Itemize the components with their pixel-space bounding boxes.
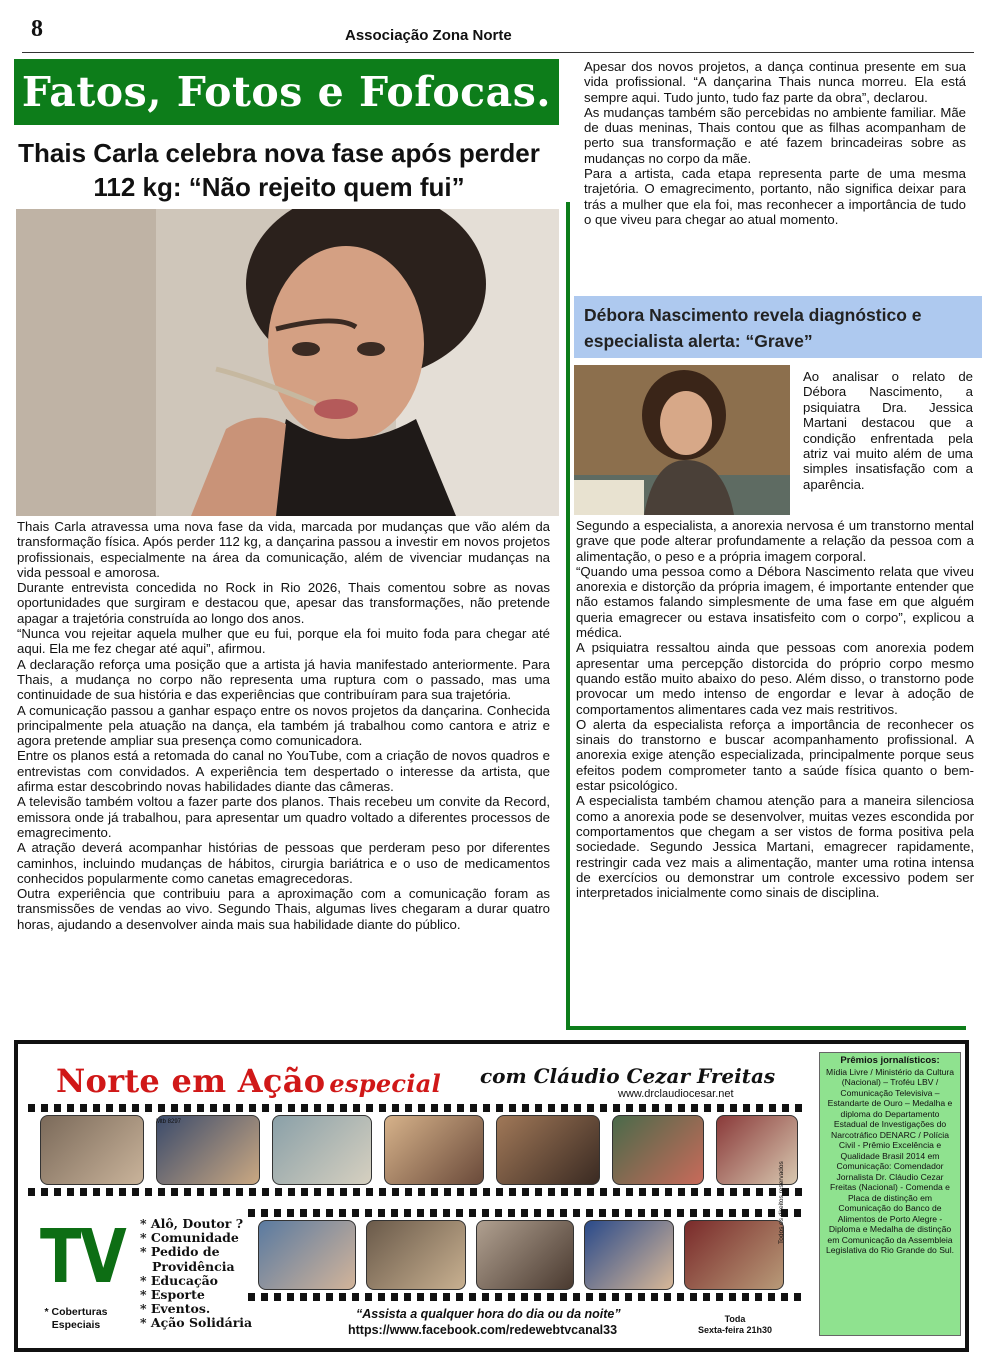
ad-watch-info — [348, 1306, 621, 1338]
publication-title: Associação Zona Norte — [345, 27, 512, 44]
ad-website-url[interactable]: www.drclaudiocesar.net — [618, 1088, 734, 1100]
photo-film-strip-bottom — [248, 1209, 804, 1301]
photo-film-strip-top — [28, 1104, 804, 1196]
section-banner: Fatos, Fotos e Fofocas. — [14, 59, 559, 125]
film-photo — [684, 1220, 784, 1290]
film-photo — [584, 1220, 674, 1290]
film-perforation — [28, 1104, 804, 1112]
film-perforation — [248, 1209, 804, 1217]
film-photo — [272, 1115, 372, 1185]
article-paragraph: Segundo a especialista, a anorexia nervosa é um transtorno mental grave que pode alterar profundamente a relação da pessoa com a alimentação, o peso e a própria imagem corporal. — [576, 518, 974, 564]
awards-title: Prêmios jornalísticos: — [840, 1055, 940, 1066]
page-number: 8 — [31, 16, 43, 42]
list-item: * Eventos. — [140, 1302, 252, 1316]
list-item: * Ação Solidária — [140, 1316, 252, 1330]
side-article-photo — [574, 365, 790, 515]
ad-schedule — [698, 1314, 772, 1336]
article-paragraph: A comunicação passou a ganhar espaço entre os novos projetos da dançarina. Conhecida principalmente pela atuação na dança, ela também já trabalhou como cantora e atriz e agora pretende ampliar sua presença como comunicadora. — [17, 702, 550, 749]
film-photo — [258, 1220, 356, 1290]
column-divider-horizontal — [566, 1026, 966, 1030]
ad-watch-quote: “Assista a qualquer hora do dia ou da noite” — [356, 1307, 621, 1321]
film-photo — [156, 1115, 260, 1185]
article-paragraph: Durante entrevista concedida no Rock in Rio 2026, Thais comentou sobre as novas oportunidades que surgiram e destacou que, apesar das transformações, não pretende apagar a trajetória construída ao longo dos anos. — [17, 580, 550, 626]
film-perforation — [248, 1293, 804, 1301]
article-paragraph: A especialista também chamou atenção para a maneira silenciosa como a anorexia pode se desenvolver, muitas vezes escondida por comportamentos que chegam a ser vistos de forma positiva pela sociedade. Segundo Jessica Martani, emagrecer rapidamente, restringir cada vez mais a alimentação, manter uma rotina intensa de exercícios ou demonstrar um controle excessivo podem ser interpretados inicialmente como sinais de disciplina. — [576, 793, 974, 901]
film-photo — [476, 1220, 574, 1290]
side-article-intro: Ao analisar o relato de Débora Nascimento, a psiquiatra Dra. Jessica Martani destacou que a condição enfrentada pela atriz vai muito além de uma simples insatisfação com a aparência. — [803, 369, 973, 492]
awards-text: Mídia Livre / Ministério da Cultura (Nacional) – Troféu LBV / Comunicação Televisiva – Estandarte de Ouro – Medalha e diploma do Departamento Estadual de Investigações do Narcotráfico DENARC / Polícia Civil - Prêmio Excelência e Qualidade Brasil 2014 em Comunicação: Comendador Jornalista Dr. Cláudio Cezar Freitas (Nacional) - Comenda e Placa de distinção em Comunicação do Banco de Alimentos de Porto Alegre - Diploma e Medalha de distinção em Comunicação da Assembleia Legislativa do Rio Grande do Sul. — [825, 1066, 955, 1255]
list-item-continuation: Providência — [152, 1258, 235, 1274]
list-item: * Educação — [140, 1274, 252, 1288]
main-article-headline: Thais Carla celebra nova fase após perder 112 kg: “Não rejeito quem fui” — [18, 138, 540, 202]
header-divider — [22, 52, 974, 53]
ad-tv-logo: TV — [40, 1214, 126, 1300]
ad-coverage-note: * Coberturas Especiais — [44, 1306, 108, 1331]
ad-rights-notice: Todos os direitos reservados — [778, 1161, 785, 1244]
film-perforation — [28, 1188, 804, 1196]
side-article-headline: Débora Nascimento revela diagnóstico e especialista alerta: “Grave” — [574, 296, 982, 358]
film-photo — [716, 1115, 798, 1185]
article-paragraph: A atração deverá acompanhar histórias de pessoas que perderam peso por diferentes caminhos, incluindo mudanças de hábitos, cirurgia bariátrica e o uso de medicamentos conhecidos popularmente como canetas emagrecedoras. — [17, 840, 550, 886]
woman-portrait-illustration — [16, 209, 559, 516]
list-item: * Esporte — [140, 1288, 252, 1302]
article-paragraph: “Nunca vou rejeitar aquela mulher que eu fui, porque ela foi muito foda para chegar até aqui. Ela me fez chegar até aqui”, afirmou. — [17, 626, 550, 657]
main-article-body — [17, 519, 550, 932]
list-item — [140, 1245, 252, 1273]
list-item-text: Pedido de — [150, 1244, 220, 1260]
list-item: * Comunidade — [140, 1231, 252, 1245]
film-photo — [496, 1115, 600, 1185]
ad-mtb-label: Mtb 8297 — [156, 1119, 182, 1125]
ad-program-title — [56, 1062, 441, 1100]
film-photo — [366, 1220, 466, 1290]
article-paragraph: A televisão também voltou a fazer parte dos planos. Thais recebeu um convite da Record, emissora onde já trabalhou, para apresentar um quadro voltado a diferentes processos de emagrecimento. — [17, 794, 550, 840]
film-photo — [40, 1115, 144, 1185]
ad-schedule-day: Toda — [724, 1314, 746, 1324]
article-paragraph: Outra experiência que contribuiu para a aproximação com a comunicação foram as transmissões de vendas ao vivo. Segundo Thais, algumas lives chegaram a durar quatro horas, ajudando a desenvolver ainda mais sua habilidade diante do público. — [17, 886, 550, 932]
article-paragraph: A declaração reforça uma posição que a artista já havia manifestado anteriormente. Para Thais, a mudança no corpo não representa uma ruptura com o passado, mas uma continuidade de sua história e das experiências que contribuíram para sua trajetória. — [17, 656, 550, 703]
ad-schedule-time: Sexta-feira 21h30 — [698, 1325, 773, 1335]
article-paragraph: Apesar dos novos projetos, a dança continua presente em sua vida profissional. “A dançarina Thais nunca morreu. Ela está sempre aqui. Tudo junto, tudo faz parte da obra”, declarou. — [584, 59, 966, 105]
article-paragraph: Para a artista, cada etapa representa parte de uma mesma trajetória. O emagrecimento, portanto, não significa deixar para trás a mulher que ela foi, mas reconhecer a importância de tudo o que viveu para chegar ao atual momento. — [584, 166, 966, 227]
ad-facebook-link[interactable]: https://www.facebook.com/redewebtvcanal33 — [348, 1323, 618, 1337]
article-paragraph: As mudanças também são percebidas no ambiente familiar. Mãe de duas meninas, Thais contou que as filhas acompanham de perto sua transformação e até fazem brincadeiras sobre as mudanças no corpo da mãe. — [584, 104, 966, 166]
ad-host-name: com Cláudio Cezar Freitas — [480, 1064, 776, 1088]
main-article-photo — [16, 209, 559, 516]
film-photo — [612, 1115, 704, 1185]
ad-title-special: especial — [329, 1069, 442, 1098]
film-photo — [384, 1115, 484, 1185]
article-paragraph: Thais Carla atravessa uma nova fase da vida, marcada por mudanças que vão além da transformação física. Após perder 112 kg, a dançarina passou a investir em novos projetos profissionais, especialmente na área da comunicação, além de vivenciar mudanças na vida pessoal e amorosa. — [17, 519, 550, 580]
ad-program-list — [140, 1217, 252, 1331]
side-article-body — [576, 518, 974, 900]
ad-title-main: Norte em Ação — [56, 1062, 326, 1100]
article-paragraph: Entre os planos está a retomada do canal no YouTube, com a criação de novos quadros e entrevistas com convidados. A experiência tem despertado o interesse da artista, que afirma estar descobrindo novas habilidades diante das câmeras. — [17, 748, 550, 795]
article-paragraph: A psiquiatra ressaltou ainda que pessoas com anorexia podem apresentar uma percepção distorcida do próprio corpo mesmo quando estão muito abaixo do peso. Além disso, o transtorno pode provocar um medo intenso de engordar e levar à adoção de comportamentos alimentares cada vez mais restritivos. — [576, 640, 974, 717]
list-item: * Alô, Doutor ? — [140, 1217, 252, 1231]
column-divider-vertical — [566, 202, 570, 1030]
ad-awards-box — [819, 1052, 961, 1336]
main-article-continuation — [584, 59, 966, 227]
actress-portrait-illustration — [574, 365, 790, 515]
article-paragraph: O alerta da especialista reforça a importância de reconhecer os sinais do transtorno e buscar acompanhamento profissional. A anorexia exige atenção especializada, principalmente porque seus efeitos podem comprometer tanto a saúde física quanto o bem-estar psicológico. — [576, 716, 974, 794]
tv-program-advertisement — [14, 1040, 969, 1352]
article-paragraph: “Quando uma pessoa como a Débora Nascimento relata que viveu anorexia e distorção da própria imagem, é importante entender que não estamos falando simplesmente de uma fase em que alguém queria emagrecer ou estava insatisfeito com o corpo”, explicou a médica. — [576, 563, 974, 641]
